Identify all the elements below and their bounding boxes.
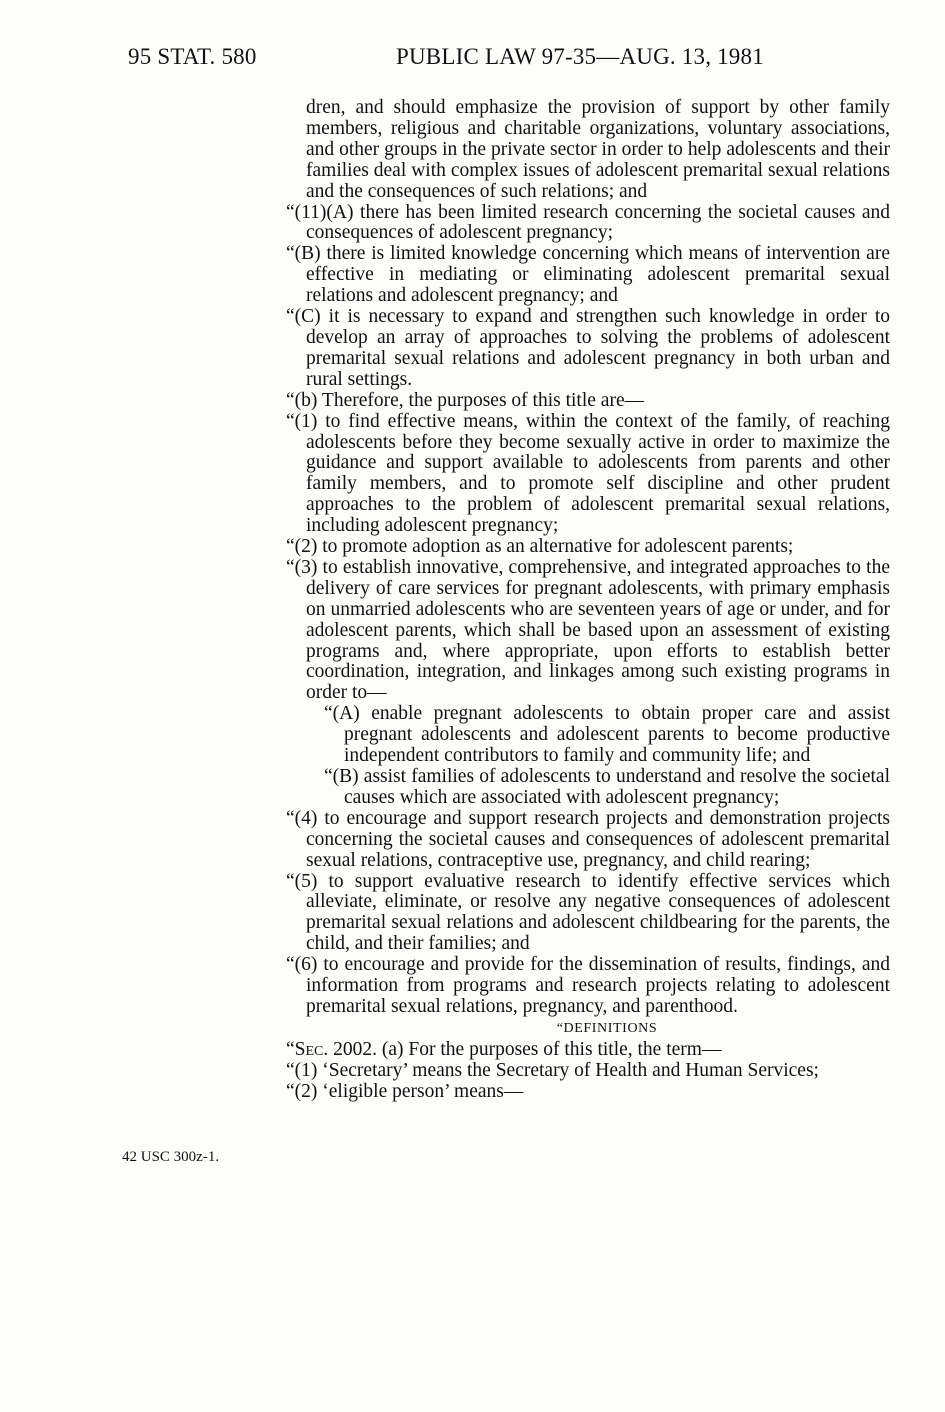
paragraph: “(1) to find effective means, within the context of the family, of reaching adolescents before they become sexually active in order to maximize the guidance and support available to adolescents from parents and other family members, and to promote self discipline and other prudent approaches to the problem of adolescent premarital sexual relations, including adolescent pregnancy; [286, 410, 890, 537]
margin-citation: 42 USC 300z-1. [122, 1149, 220, 1165]
paragraph: “(C) it is necessary to expand and strengthen such knowledge in order to develop an array of approaches to solving the problems of adolescent premarital sexual relations and adolescent pregnancy in both urban and rural settings. [286, 306, 890, 390]
definition-eligible-person: “(2) ‘eligible person’ means— [286, 1080, 524, 1102]
section-2002 [264, 1040, 890, 1061]
page-header [0, 44, 945, 78]
statute-page-number: 95 STAT. 580 [128, 44, 257, 69]
paragraph: “(3) to establish innovative, comprehensive, and integrated approaches to the delivery of care services for pregnant adolescents, with primary emphasis on unmarried adolescents who are seventeen years of age or under, and for adolescent parents, which shall be based upon an assessment of existing programs and, where appropriate, upon efforts to establish better coordination, integration, and linkages among such existing programs in order to— [286, 556, 890, 704]
paragraph: “(6) to encourage and provide for the dissemination of results, findings, and information from programs and research projects relating to adolescent premarital sexual relations, pregnancy, and parenthood. [286, 954, 890, 1017]
definitions-heading: “DEFINITIONS [556, 1020, 658, 1036]
paragraph: “(B) assist families of adolescents to understand and resolve the societal causes which are associated with adolescent pregnancy; [324, 766, 890, 808]
paragraph: “(A) enable pregnant adolescents to obtain proper care and assist pregnant adolescents and adolescent parents to become productive independent contributors to family and community life; and [324, 703, 890, 767]
section-text: 2002. (a) For the purposes of this title, the term— [328, 1038, 722, 1060]
body-text [264, 98, 890, 1103]
section-label: “Sec. [286, 1038, 329, 1060]
definition-secretary: “(1) ‘Secretary’ means the Secretary of Health and Human Services; [286, 1059, 819, 1081]
paragraph: “(B) there is limited knowledge concerning which means of intervention are effective in mediating or eliminating adolescent premarital sexual relations and adolescent pregnancy; and [286, 243, 890, 307]
paragraph: “(11)(A) there has been limited research concerning the societal causes and consequences of adolescent pregnancy; [286, 201, 890, 244]
public-law-title: PUBLIC LAW 97-35—AUG. 13, 1981 [396, 44, 764, 69]
paragraph: “(5) to support evaluative research to identify effective services which alleviate, eliminate, or resolve any negative consequences of adolescent premarital sexual relations and adolescent childbearing for the parents, the child, and their families; and [286, 870, 890, 955]
paragraph: “(b) Therefore, the purposes of this title are— [286, 389, 645, 411]
paragraph: “(2) to promote adoption as an alternative for adolescent parents; [286, 536, 794, 558]
paragraph: dren, and should emphasize the provision of support by other family members, religious and charitable organizations, voluntary associations, and other groups in the private sector in order to help adolescents and their families deal with complex issues of adolescent premarital sexual relations and the consequences of such relations; and [306, 97, 890, 202]
paragraph: “(4) to encourage and support research projects and demonstration projects concerning the societal causes and consequences of adolescent premarital sexual relations, contraceptive use, pregnancy, and child rearing; [286, 807, 890, 871]
